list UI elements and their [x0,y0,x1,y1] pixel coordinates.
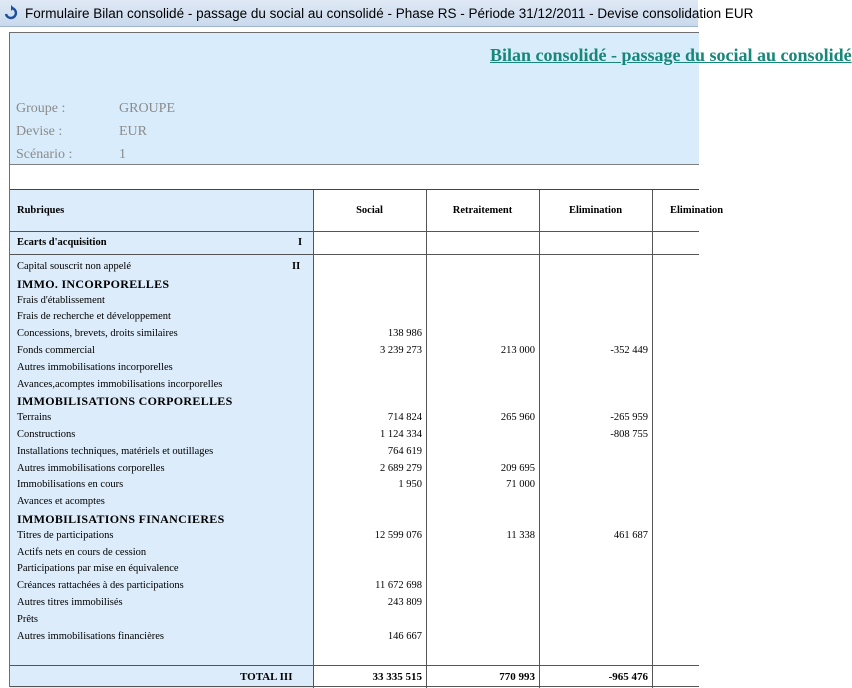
row-label: Constructions [17,429,76,440]
row-social-value: 714 824 [387,412,422,424]
scenario-label: Scénario : [16,147,73,162]
row-label: Actifs nets en cours de cession [17,546,147,558]
ecarts-label: Ecarts d'acquisition [17,237,107,248]
table-row [10,461,699,478]
devise-label: Devise : [16,124,63,139]
row-label: Terrains [17,412,52,424]
row-social-value: 11 672 698 [375,580,422,592]
row-label: Autres immobilisations corporelles [17,462,165,474]
table-row [10,595,699,612]
row-label: Fonds commercial [17,345,95,356]
row-label: Autres immobilisations financières [17,630,164,642]
row-social-value: 764 619 [387,445,422,457]
table-row [10,444,699,461]
table-row [10,629,699,646]
row-retraitement-value: 209 695 [500,462,535,474]
total-elimination: -965 476 [608,671,648,683]
section-row [10,511,699,528]
total-label: TOTAL III [240,671,293,683]
row-label: IMMOBILISATIONS CORPORELLES [17,394,233,409]
total-social: 33 335 515 [372,671,422,683]
row-retraitement-value: 213 000 [500,345,535,356]
row-label: Prêts [17,613,38,625]
section-row [10,393,699,410]
row-social-value: 3 239 273 [380,345,422,356]
row-roman: II [292,261,301,272]
col-divider-3 [539,190,540,688]
row-social-value: 146 667 [387,630,422,642]
table-row [10,293,699,310]
table-row [10,427,699,444]
row-social-value: 1 124 334 [380,429,422,440]
table-row [10,494,699,511]
row-label: Avances,acomptes immobilisations incorporelles [17,378,223,390]
row-label: Frais d'établissement [17,294,105,306]
total-divider [10,686,699,687]
row-social-value: 2 689 279 [380,462,422,474]
row-retraitement-value: 11 338 [506,529,535,541]
row-label: IMMO. INCORPORELLES [17,276,170,291]
row-social-value: 243 809 [387,597,422,608]
table-row [10,326,699,343]
row-label: Titres de participations [17,529,114,541]
row-label: Installations techniques, matériels et outillages [17,445,214,457]
header-divider [10,231,699,232]
total-retraitement: 770 993 [499,671,535,683]
table-row [10,528,699,545]
window-title: Formulaire Bilan consolidé - passage du social au consolidé - Phase RS - Période 31/12/2011 - Devise consolidation EUR [25,5,754,21]
window-titlebar [0,0,754,27]
col-header-rubriques: Rubriques [17,205,65,216]
balance-table [10,189,724,688]
row-label: Capital souscrit non appelé [17,261,132,272]
app-icon [3,5,19,21]
table-row [10,612,699,629]
row-social-value: 1 950 [398,479,422,491]
row-elimination-value: 461 687 [613,529,648,541]
ecarts-divider [10,254,699,255]
table-row [10,477,699,494]
report-frame [9,32,852,687]
ecarts-row [10,235,699,252]
row-social-value: 138 986 [387,328,422,340]
table-row [10,309,699,326]
row-elimination-value: -352 449 [610,345,648,356]
spacer [10,165,699,189]
col-divider-4 [652,190,653,688]
row-social-value: 12 599 076 [374,529,422,541]
table-row [10,377,699,394]
row-label: IMMOBILISATIONS FINANCIERES [17,512,225,526]
row-elimination-value: -265 959 [610,412,648,424]
section-row [10,276,699,293]
row-label: Concessions, brevets, droits similaires [17,328,178,340]
table-row [10,545,699,562]
col-header-social: Social [356,205,383,216]
col-header-elimination-2: Elimination [670,205,724,216]
row-label: Participations par mise en équivalence [17,563,179,575]
pre-total-divider [10,665,699,666]
report-title: Bilan consolidé - passage du social au consolidé [490,45,852,65]
row-label: Autres immobilisations incorporelles [17,361,173,373]
table-row [10,360,699,377]
devise-value: EUR [119,124,147,139]
report-header [10,33,852,165]
table-row [10,259,699,276]
total-row [10,669,699,686]
scenario-value: 1 [119,147,126,162]
row-retraitement-value: 71 000 [506,479,535,491]
row-label: Frais de recherche et développement [17,311,171,323]
groupe-label: Groupe : [16,101,66,116]
col-divider-1 [313,190,314,688]
groupe-value: GROUPE [119,101,176,116]
row-elimination-value: -808 755 [610,429,648,440]
row-label: Autres titres immobilisés [17,597,123,608]
ecarts-roman: I [298,237,303,248]
table-row [10,578,699,595]
col-header-retraitement: Retraitement [452,205,513,216]
col-divider-2 [426,190,427,688]
table-row [10,343,699,360]
row-retraitement-value: 265 960 [500,412,535,424]
row-label: Créances rattachées à des participations [17,580,184,592]
col-header-elimination: Elimination [568,205,623,216]
table-row [10,410,699,427]
row-label: Avances et acomptes [17,496,105,508]
table-row [10,561,699,578]
row-label: Immobilisations en cours [17,479,124,491]
